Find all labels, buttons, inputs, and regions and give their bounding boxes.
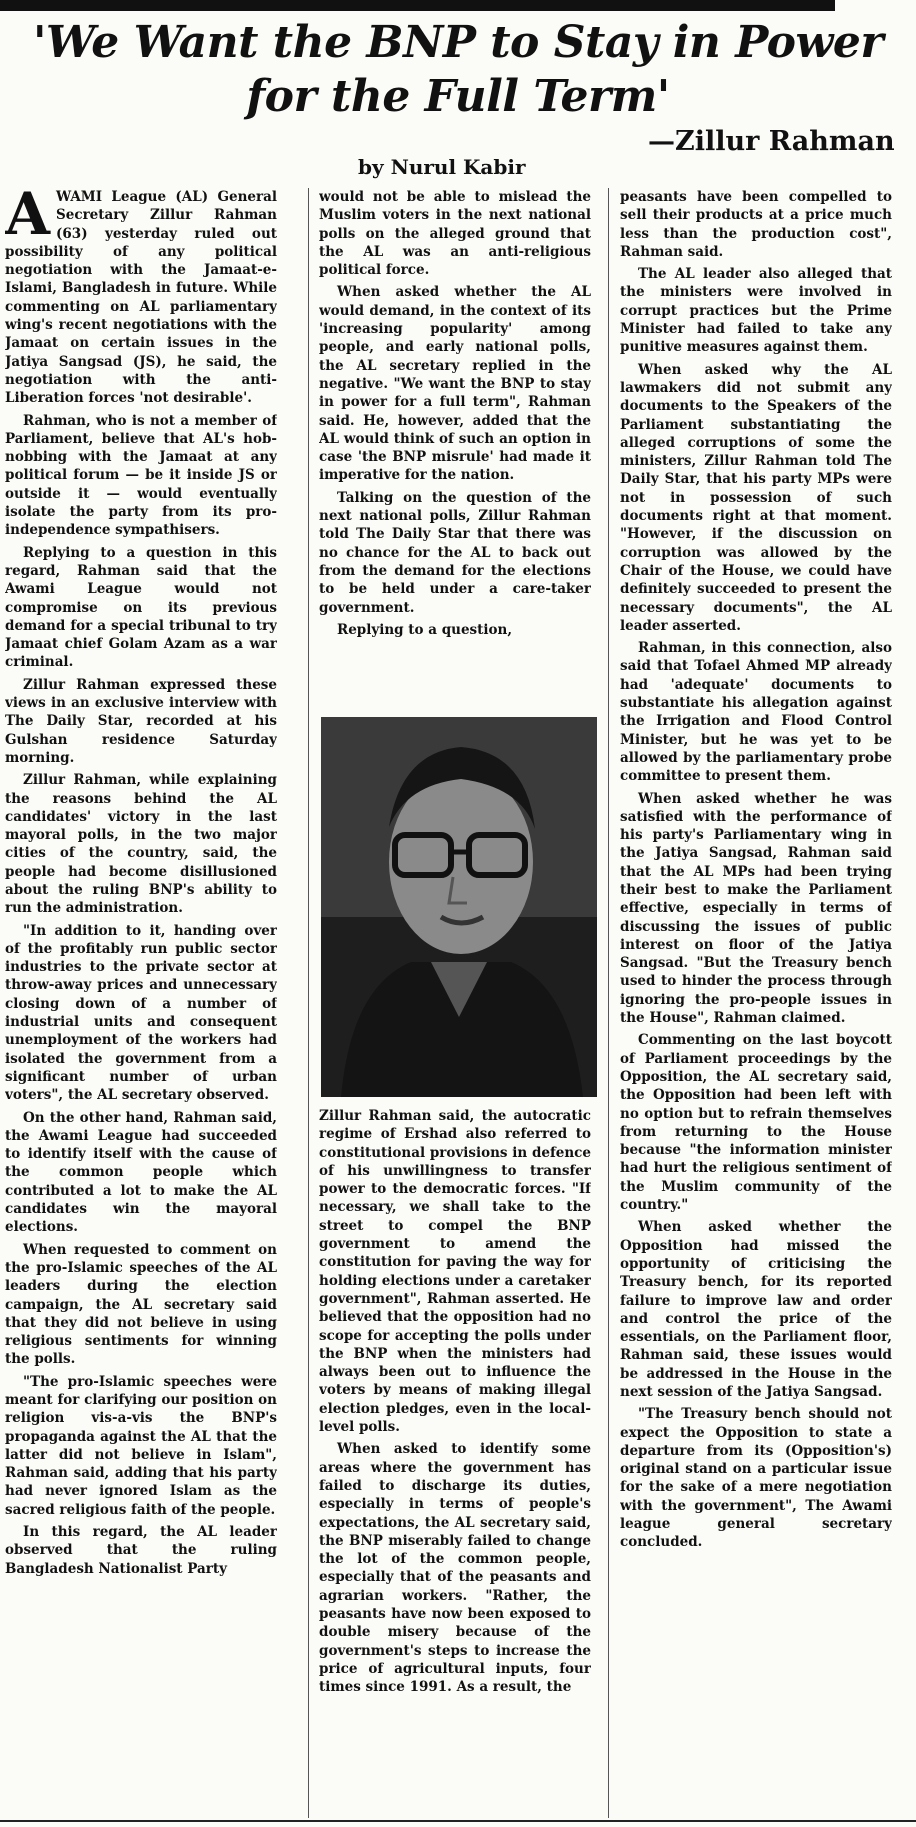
paragraph: Zillur Rahman, while explaining the reasons behind the AL candidates' victory in the last mayoral polls, in the two major cities of the country, said, the people had become disillusioned about the ruling BNP's ability to run the administration. [5,772,277,917]
column-2-bottom [319,1107,591,1819]
column-divider-2 [608,188,609,1818]
paragraph: Rahman, who is not a member of Parliament, believe that AL's hob-nobbing with the Jamaat at any political forum — be it inside JS or outside it — would eventually isolate the party from its pro-independence sympathisers. [5,412,277,539]
column-2-top [319,188,591,708]
portrait-photo [321,717,597,1097]
drop-cap: A [5,188,51,248]
paragraph: "In addition to it, handing over of the profitably run public sector industries to the private sector at throw-away prices and unnecessary closing down of a number of industrial units and consequent unemployment of the workers had isolated the government from a significant number of urban voters", the AL secretary observed. [5,922,277,1104]
bottom-rule [0,1820,916,1822]
paragraph: "The pro-Islamic speeches were meant for clarifying our position on religion vis-a-vis the BNP's propaganda against the AL that the latter did not believe in Islam", Rahman said, adding that his party had never ignored Islam as the sacred religious faith of the people. [5,1373,277,1518]
paragraph: In this regard, the AL leader observed that the ruling Bangladesh Nationalist Party [5,1524,277,1577]
paragraph: Zillur Rahman said, the autocratic regime of Ershad also referred to constitutional provisions in defence of his unwillingness to transfer power to the democratic forces. "If necessary, we shall take to the street to compel the BNP government to amend the constitution for paving the way for holding elections under a caretaker government", Rahman asserted. He believed that the opposition had no scope for accepting the polls under the BNP when the ministers had always been out to influence the voters by means of making illegal election pledges, even in the local-level polls. [319,1108,591,1436]
paragraph: Replying to a question in this regard, Rahman said that the Awami League would not compromise on its previous demand for a special tribunal to try Jamaat chief Golam Azam as a war criminal. [5,544,277,671]
section-header-bar [0,0,835,11]
paragraph: When asked whether the AL would demand, in the context of its 'increasing popularity' among people, and early national polls, the AL secretary replied in the negative. "We want the BNP to stay in power for a full term", Rahman said. He, however, added that the AL would think of such an option in case 'the BNP misrule' had made it imperative for the nation. [319,284,591,484]
column-3 [620,188,892,1818]
paragraph: Rahman, in this connection, also said that Tofael Ahmed MP already had 'adequate' documents to substantiate his allegation against the Irrigation and Flood Control Minister, but he was yet to be allowed by the parliamentary probe committee to present them. [620,640,892,785]
paragraph: AWAMI League (AL) General Secretary Zillur Rahman (63) yesterday ruled out possibility of any political negotiation with the Jamaat-e- Islami, Bangladesh in future. While commenting on AL parliamentary wing's recent negotiations with the Jamaat on certain issues in the Jatiya Sangsad (JS), he said, the negotiation with the anti-Liberation forces 'not desirable'. [5,188,277,407]
paragraph: The AL leader also alleged that the ministers were involved in corrupt practices but the Prime Minister had failed to take any punitive measures against them. [620,266,892,356]
headline-line-2: for the Full Term' [246,71,670,122]
headline-line-1: 'We Want the BNP to Stay in Power [32,17,884,68]
paragraph: Zillur Rahman expressed these views in an exclusive interview with The Daily Star, recorded at his Gulshan residence Saturday morning. [5,676,277,766]
paragraph: When asked whether he was satisfied with the performance of his party's Parliamentary wing in the Jatiya Sangsad, Rahman said that the AL MPs had been trying their best to make the Parliament effective, especially in terms of discussing the issues of public interest on floor of the Jatiya Sangsad. "But the Treasury bench used to hinder the process through ignoring the pro-people issues in the House", Rahman claimed. [620,790,892,1027]
paragraph: Commenting on the last boycott of Parliament proceedings by the Opposition, the AL secretary said, the Opposition had been left with no option but to refrain themselves from returning to the House because "the information minister had hurt the religious sentiment of the Muslim community of the country." [620,1032,892,1214]
byline: by Nurul Kabir [358,155,526,179]
paragraph: When asked whether the Opposition had missed the opportunity of criticising the Treasury bench, for its reported failure to improve law and order and control the price of the essentials, on the Parliament floor, Rahman said, these issues would be addressed in the House in the next session of the Jatiya Sangsad. [620,1219,892,1400]
paragraph: When requested to comment on the pro-Islamic speeches of the AL leaders during the election campaign, the AL secretary said that they did not believe in using religious sentiments for winning the polls. [5,1241,277,1368]
attribution: —Zillur Rahman [648,126,895,157]
paragraph: On the other hand, Rahman said, the Awami League had succeeded to identify itself with the cause of the common people which contributed a lot to make the AL candidates win the mayoral elections. [5,1109,277,1236]
paragraph: Replying to a question, [337,621,513,638]
column-divider-1 [308,188,309,1818]
paragraph: peasants have been compelled to sell their products at a price much less than the production cost", Rahman said. [620,189,892,260]
paragraph: When asked to identify some areas where the government has failed to discharge its duties, especially in terms of people's expectations, the AL secretary said, the BNP miserably failed to change the lot of the common people, especially that of the peasants and agrarian workers. "Rather, the peasants have now been exposed to double misery because of the government's steps to increase the price of agricultural inputs, four times since 1991. As a result, the [319,1441,591,1696]
paragraph: would not be able to mislead the Muslim voters in the next national polls on the alleged ground that the AL was an anti-religious political force. [319,189,591,279]
paragraph: "The Treasury bench should not expect the Opposition to state a departure from its (Opposition's) original stand on a particular issue for the sake of a mere negotiation with the government", The Awami league general secretary concluded. [620,1406,892,1551]
headline [0,16,916,124]
column-1 [5,188,277,1818]
paragraph: Talking on the question of the next national polls, Zillur Rahman told The Daily Star that there was no chance for the AL to back out from the demand for the elections to be held under a care-taker government. [319,489,591,616]
paragraph: When asked why the AL lawmakers did not submit any documents to the Speakers of the Parliament substantiating the alleged corruptions of some the ministers, Zillur Rahman told The Daily Star, that his party MPs were not in possession of such documents right at that moment. "However, if the discussion on corruption was allowed by the Chair of the House, we could have definitely succeeded to present the necessary documents", the AL leader asserted. [620,361,892,634]
